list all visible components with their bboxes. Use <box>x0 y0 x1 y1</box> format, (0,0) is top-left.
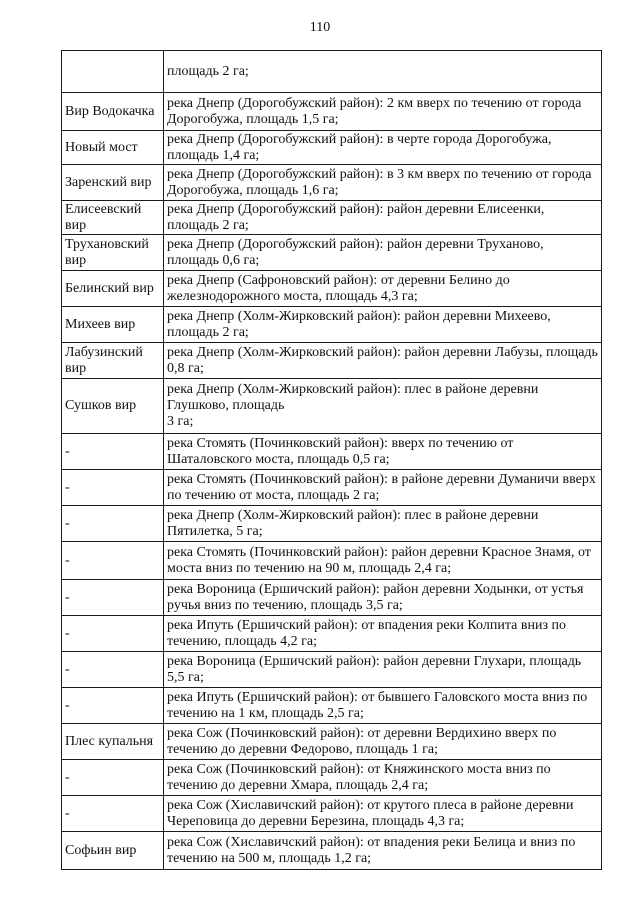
table-row <box>62 201 602 235</box>
water-body-description: река Днепр (Дорогобужский район): 2 км вверх по течению от города Дорогобужа, площадь 1,5 га; <box>164 93 602 131</box>
water-body-name: - <box>62 616 164 652</box>
water-body-description: река Днепр (Дорогобужский район): район деревни Елисеенки, площадь 2 га; <box>164 201 602 235</box>
water-body-description: река Ипуть (Ершичский район): от впадения реки Колпита вниз по течению, площадь 4,2 га; <box>164 616 602 652</box>
table-row <box>62 165 602 201</box>
water-body-name: Трухановский вир <box>62 235 164 271</box>
water-body-description: река Сож (Хиславичский район): от впадения реки Белица и вниз по течению на 500 м, площадь 1,2 га; <box>164 832 602 870</box>
water-body-name: Плес купальня <box>62 724 164 760</box>
water-body-description: река Стомять (Починковский район): район деревни Красное Знамя, от моста вниз по течению на 90 м, площадь 2,4 га; <box>164 542 602 580</box>
water-body-name: - <box>62 434 164 470</box>
table-row <box>62 235 602 271</box>
table-row <box>62 93 602 131</box>
table-row <box>62 688 602 724</box>
water-body-name: Софьин вир <box>62 832 164 870</box>
water-body-name <box>62 51 164 93</box>
water-body-description: река Днепр (Дорогобужский район): район деревни Труханово, площадь 0,6 га; <box>164 235 602 271</box>
water-body-name: Елисеевский вир <box>62 201 164 235</box>
table-row <box>62 470 602 506</box>
water-body-name: Лабузинский вир <box>62 343 164 379</box>
water-body-description: река Вороница (Ершичский район): район деревни Глухари, площадь 5,5 га; <box>164 652 602 688</box>
water-body-name: - <box>62 506 164 542</box>
water-body-name: Михеев вир <box>62 307 164 343</box>
table-row <box>62 542 602 580</box>
table-row <box>62 580 602 616</box>
table-row <box>62 832 602 870</box>
page-number: 110 <box>309 20 331 35</box>
water-body-description: река Днепр (Холм-Жирковский район): плес в районе деревни Глушково, площадь 3 га; <box>164 379 602 434</box>
table-row <box>62 796 602 832</box>
water-body-description: река Днепр (Холм-Жирковский район): район деревни Лабузы, площадь 0,8 га; <box>164 343 602 379</box>
water-body-name: Вир Водокачка <box>62 93 164 131</box>
water-body-name: - <box>62 580 164 616</box>
table-row <box>62 652 602 688</box>
table-row <box>62 434 602 470</box>
table-row <box>62 379 602 434</box>
table-body <box>62 51 602 870</box>
table-row <box>62 724 602 760</box>
water-body-description: река Днепр (Холм-Жирковский район): район деревни Михеево, площадь 2 га; <box>164 307 602 343</box>
table-row <box>62 131 602 165</box>
water-body-description: река Днепр (Дорогобужский район): в 3 км вверх по течению от города Дорогобужа, площадь 1,6 га; <box>164 165 602 201</box>
water-body-name: Новый мост <box>62 131 164 165</box>
water-body-name: - <box>62 542 164 580</box>
water-body-description: река Стомять (Починковский район): вверх по течению от Шаталовского моста, площадь 0,5 га; <box>164 434 602 470</box>
water-body-description: река Ипуть (Ершичский район): от бывшего Галовского моста вниз по течению на 1 км, площадь 2,5 га; <box>164 688 602 724</box>
water-body-name: Заренский вир <box>62 165 164 201</box>
water-body-name: Сушков вир <box>62 379 164 434</box>
water-body-description: река Днепр (Холм-Жирковский район): плес в районе деревни Пятилетка, 5 га; <box>164 506 602 542</box>
water-bodies-table <box>61 50 602 870</box>
water-body-description: река Сож (Починковский район): от Княжинского моста вниз по течению до деревни Хмара, площадь 2,4 га; <box>164 760 602 796</box>
table-row <box>62 343 602 379</box>
table-row <box>62 307 602 343</box>
water-body-description: река Стомять (Починковский район): в районе деревни Думаничи вверх по течению от моста, площадь 2 га; <box>164 470 602 506</box>
table-row <box>62 506 602 542</box>
water-body-description: площадь 2 га; <box>164 51 602 93</box>
table-row <box>62 271 602 307</box>
water-body-description: река Днепр (Сафроновский район): от деревни Белино до железнодорожного моста, площадь 4,3 га; <box>164 271 602 307</box>
water-body-description: река Сож (Хиславичский район): от крутого плеса в районе деревни Череповица до деревни Березина, площадь 4,3 га; <box>164 796 602 832</box>
table-row <box>62 51 602 93</box>
water-body-name: - <box>62 760 164 796</box>
table-row <box>62 616 602 652</box>
water-body-name: - <box>62 688 164 724</box>
water-body-name: Белинский вир <box>62 271 164 307</box>
water-body-name: - <box>62 796 164 832</box>
table-row <box>62 760 602 796</box>
water-body-description: река Вороница (Ершичский район): район деревни Ходынки, от устья ручья вниз по течению, площадь 3,5 га; <box>164 580 602 616</box>
water-body-description: река Днепр (Дорогобужский район): в черте города Дорогобужа, площадь 1,4 га; <box>164 131 602 165</box>
water-body-name: - <box>62 652 164 688</box>
water-body-description: река Сож (Починковский район): от деревни Вердихино вверх по течению до деревни Федорово, площадь 1 га; <box>164 724 602 760</box>
water-body-name: - <box>62 470 164 506</box>
